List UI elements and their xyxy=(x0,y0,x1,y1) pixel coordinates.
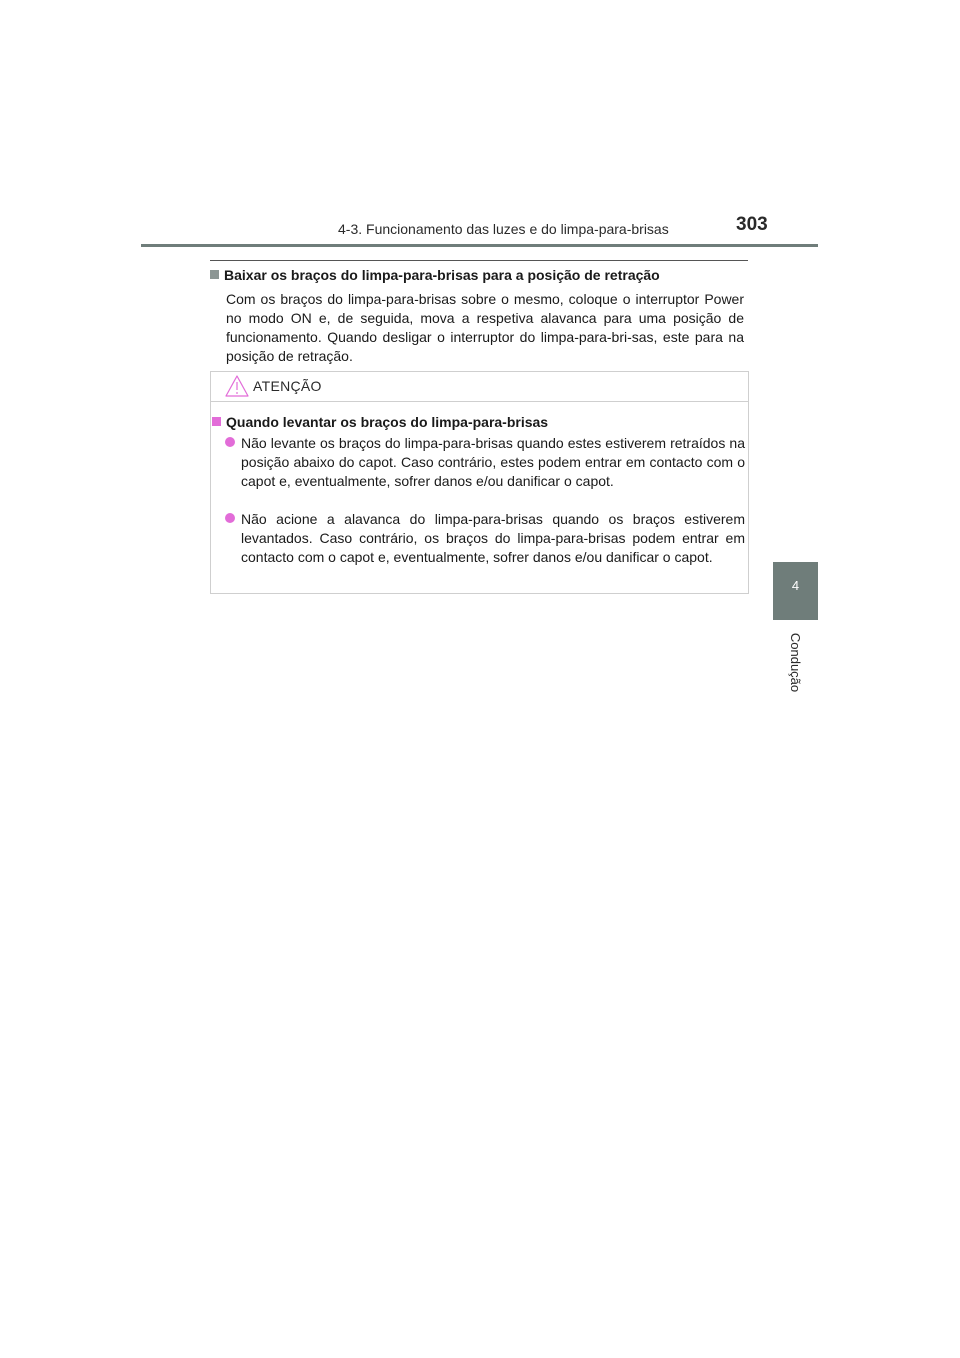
chapter-label-text: Condução xyxy=(788,632,804,692)
chapter-label xyxy=(771,622,821,702)
running-header: 4-3. Funcionamento das luzes e do limpa-para-brisas xyxy=(338,221,669,237)
section-body: Com os braços do limpa-para-brisas sobre o mesmo, coloque o interruptor Power no modo ON e, de seguida, mova a respetiva alavanca para uma posição de funcionamento. Quando desligar o interruptor do limpa-para-bri-sas, este para na posição de retração. xyxy=(226,291,744,364)
warning-subheading-text: Quando levantar os braços do limpa-para-brisas xyxy=(226,414,549,430)
warning-box xyxy=(210,371,749,594)
circle-bullet-icon xyxy=(225,437,235,447)
warning-bullet-text: Não acione a alavanca do limpa-para-brisas quando os braços estiverem levantados. Caso contrário, os braços do limpa-para-brisas podem entrar em contacto com o capot e, eventualmente, sofrer danos e/ou danificar o capot. xyxy=(241,511,745,565)
warning-bullet xyxy=(225,510,745,567)
warning-header xyxy=(211,372,748,402)
warning-triangle-icon xyxy=(225,375,249,397)
warning-bullet xyxy=(225,434,745,491)
warning-bullet-text: Não levante os braços do limpa-para-brisas quando estes estiverem retraídos na posição abaixo do capot. Caso contrário, estes podem entrar em contacto com o capot e, eventualmente, sofrer danos e/ou danificar o capot. xyxy=(241,435,745,489)
square-bullet-icon xyxy=(210,270,219,279)
header-rule xyxy=(141,244,818,247)
warning-subheading xyxy=(212,414,548,430)
circle-bullet-icon xyxy=(225,513,235,523)
section-rule xyxy=(210,260,748,261)
section-heading-text: Baixar os braços do limpa-para-brisas para a posição de retração xyxy=(224,267,660,283)
page-number: 303 xyxy=(736,214,768,235)
square-bullet-icon xyxy=(212,417,221,426)
chapter-tab: 4 xyxy=(773,562,818,620)
section-heading xyxy=(210,267,750,283)
warning-title: ATENÇÃO xyxy=(253,378,322,394)
